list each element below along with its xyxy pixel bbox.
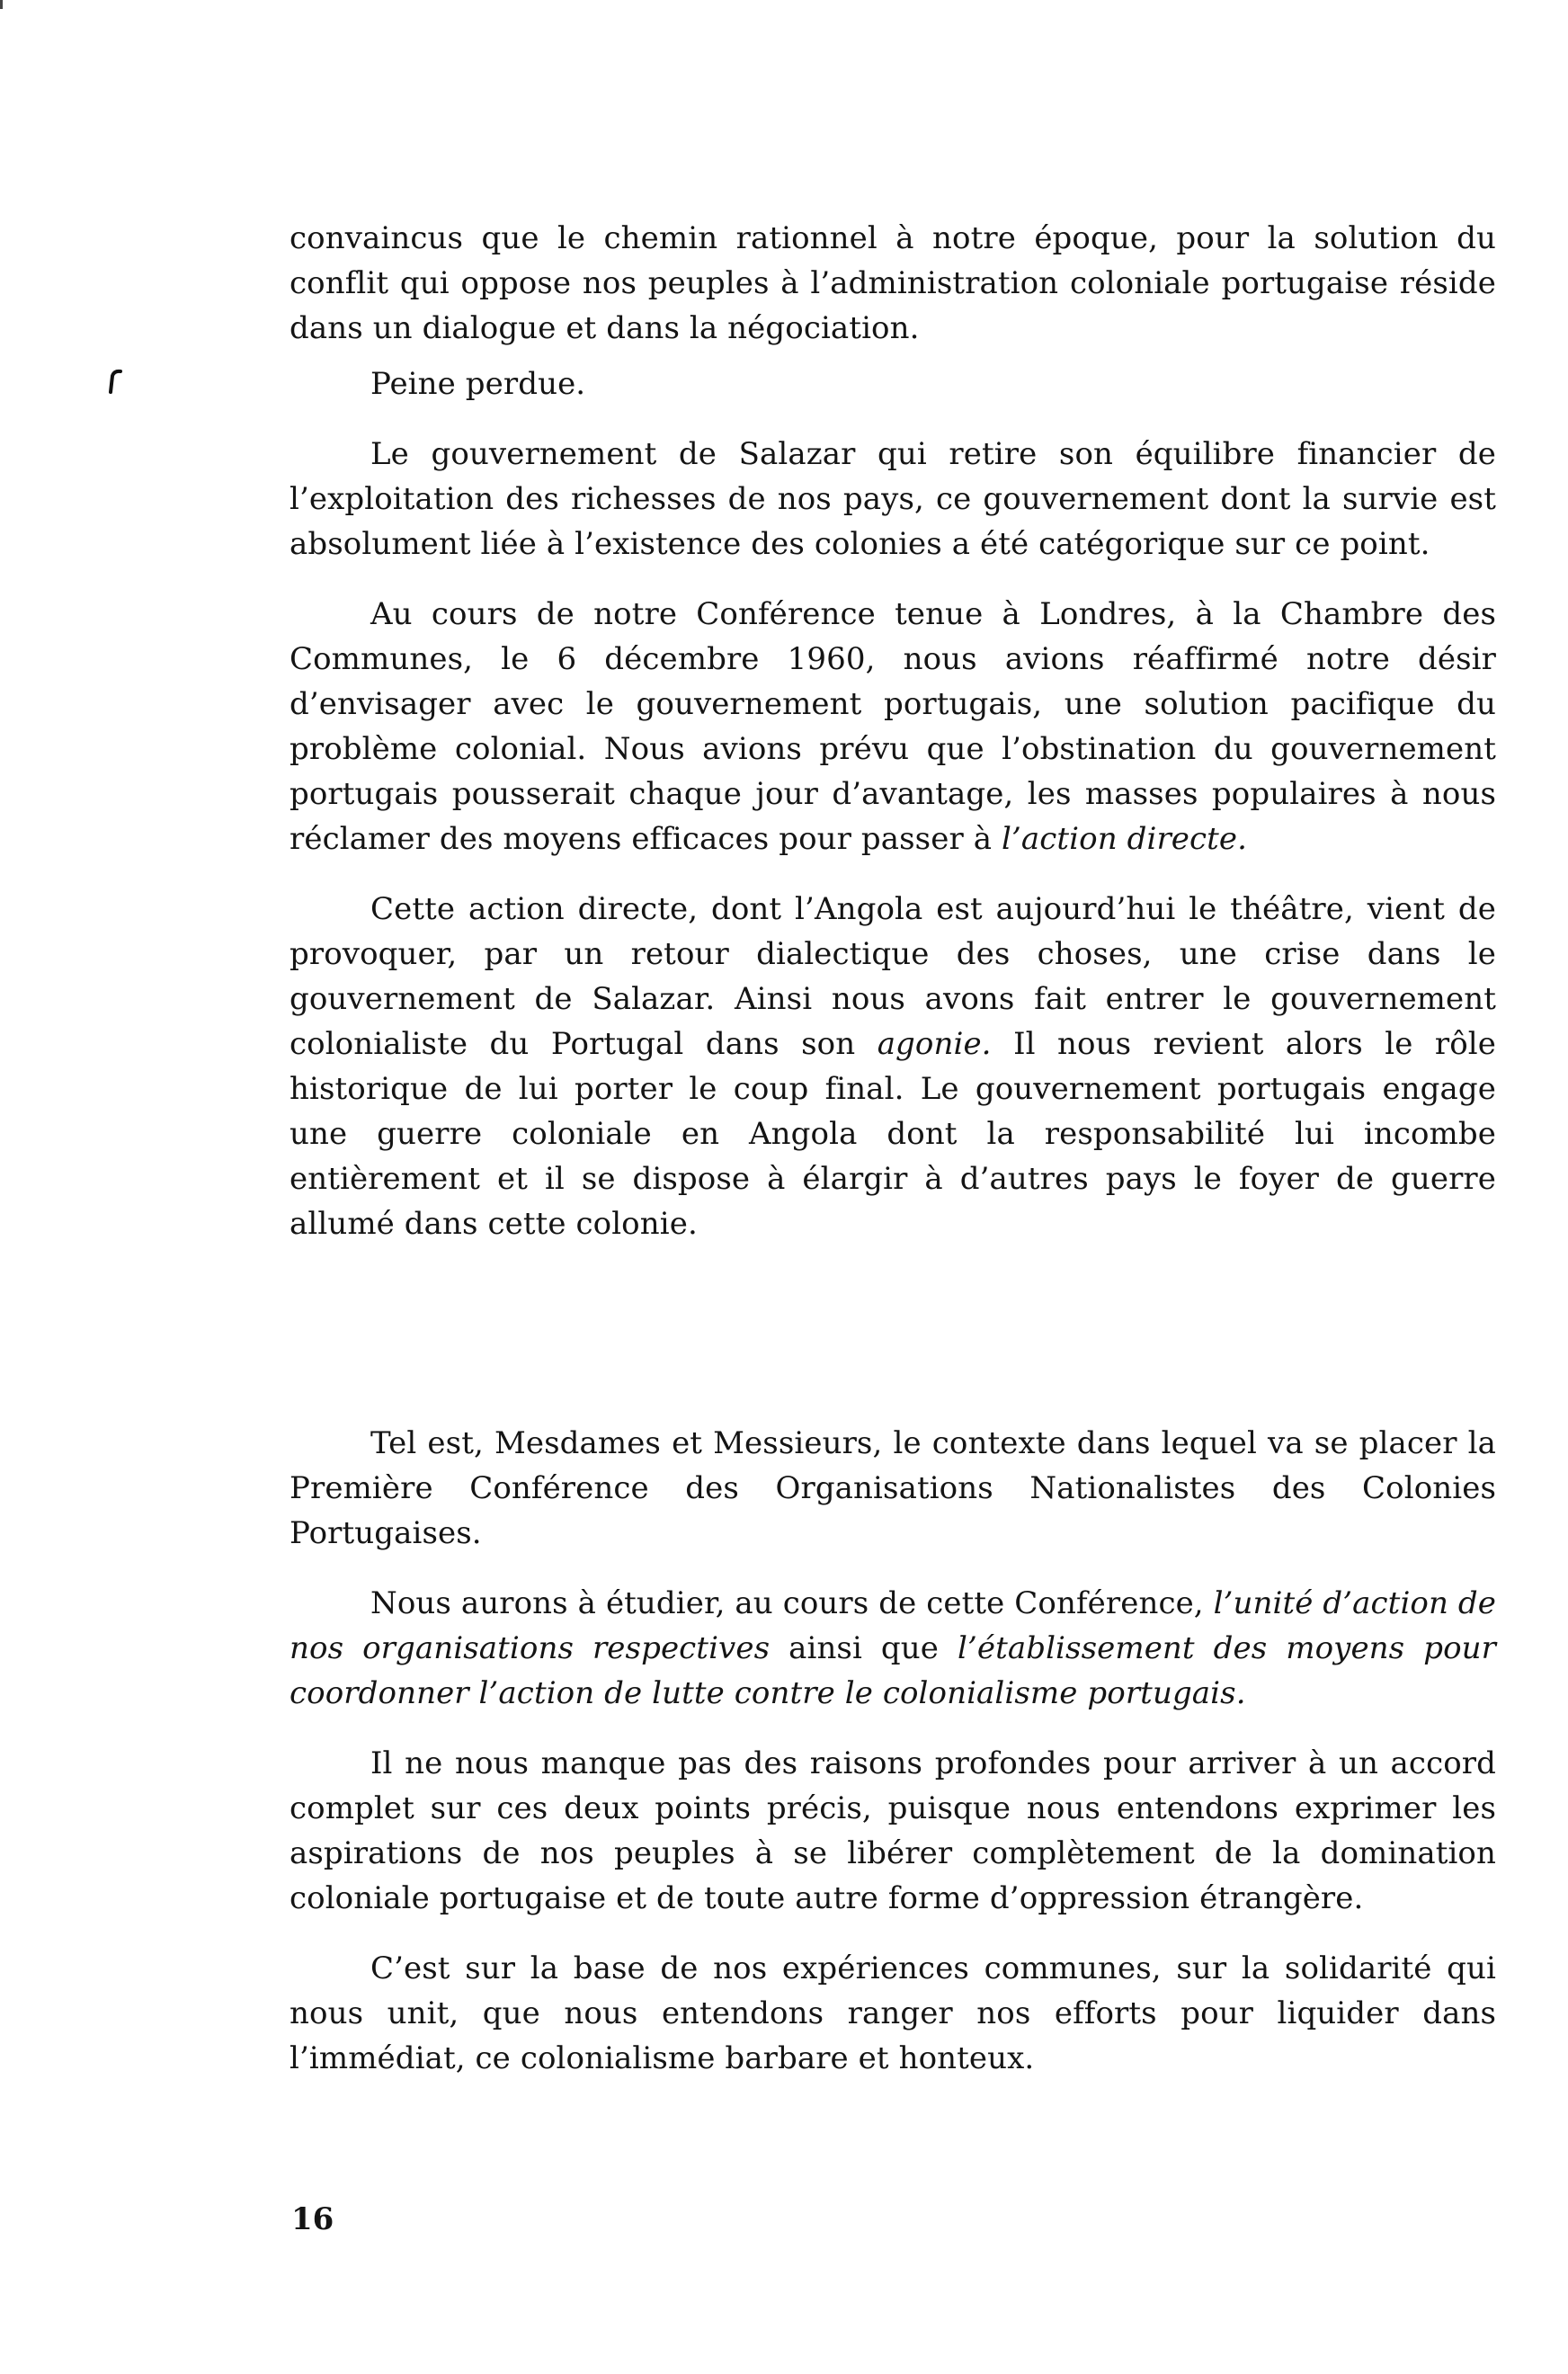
paragraph-base-experiences: C’est sur la base de nos expériences communes, sur la solidarité qui nous unit, que nous entendons ranger nos efforts pour liquider dans l’immédiat, ce colonialisme barbare et honteux. — [290, 1950, 1496, 2076]
margin-ink-mark — [108, 369, 122, 394]
paragraph-aurons-text-2: ainsi que — [770, 1630, 958, 1666]
paragraph-conference-londres — [290, 592, 1496, 861]
paragraph-aurons-italic-1: l’unité d’action de nos organisations respectives — [290, 1585, 1496, 1666]
paragraph-gouvernement-salazar: Le gouvernement de Salazar qui retire son équilibre financier de l’exploitation des richesses de nos pays, ce gouvernement dont la survie est absolument liée à l’existence des colonies a été catégorique sur ce point. — [290, 436, 1496, 562]
paragraph-action-italic: agonie. — [877, 1026, 992, 1062]
text-section-bottom — [290, 1421, 1496, 2081]
paragraph-londres-text: Au cours de notre Conférence tenue à Londres, à la Chambre des Communes, le 6 décembre 1960, nous avions réaffirmé notre désir d’envisager avec le gouvernement portugais, une solution pacifique du problème colonial. Nous avions prévu que l’obstination du gouvernement portugais pousserait chaque jour d’avantage, les masses populaires à nous réclamer des moyens efficaces pour passer à — [290, 596, 1496, 857]
scan-edge-mark — [0, 0, 3, 9]
page-number: 16 — [291, 2201, 334, 2237]
paragraph-raisons-profondes: Il ne nous manque pas des raisons profondes pour arriver à un accord complet sur ces deux points précis, puisque nous entendons exprimer les aspirations de nos peuples à se libérer complètement de la domination coloniale portugaise et de toute autre forme d’oppression étrangère. — [290, 1745, 1496, 1916]
paragraph-londres-italic: l’action directe. — [1002, 821, 1248, 857]
paragraph-opening: convaincus que le chemin rationnel à notre époque, pour la solution du conflit qui oppose nos peuples à l’administration coloniale portugaise réside dans un dialogue et dans la négociation. — [290, 220, 1496, 346]
paragraph-aurons-text-1: Nous aurons à étudier, au cours de cette Conférence, — [370, 1585, 1214, 1621]
paragraph-action-text-1: Cette action directe, dont l’Angola est aujourd’hui le théâtre, vient de provoquer, par un retour dialectique des choses, une crise dans le gouvernement de Salazar. Ainsi nous avons fait entrer le gouvernement colonialiste du Portugal dans son — [290, 891, 1496, 1062]
paragraph-action-directe — [290, 887, 1496, 1246]
paragraph-contexte: Tel est, Mesdames et Messieurs, le contexte dans lequel va se placer la Première Conférence des Organisations Nationalistes des Colonies Portugaises. — [290, 1425, 1496, 1551]
paragraph-action-text-2: Il nous revient alors le rôle historique de lui porter le coup final. Le gouvernement portugais engage une guerre coloniale en Angola dont la responsabilité lui incombe entièrement et il se dispose à élargir à d’autres pays le foyer de guerre allumé dans cette colonie. — [290, 1026, 1496, 1242]
text-section-top — [290, 216, 1496, 1246]
paragraph-aurons-italic-2: l’établissement des moyens pour coordonner l’action de lutte contre le colonialisme portugais. — [290, 1630, 1496, 1711]
paragraph-nous-aurons — [290, 1581, 1496, 1716]
paragraph-peine-perdue: Peine perdue. — [370, 366, 586, 402]
